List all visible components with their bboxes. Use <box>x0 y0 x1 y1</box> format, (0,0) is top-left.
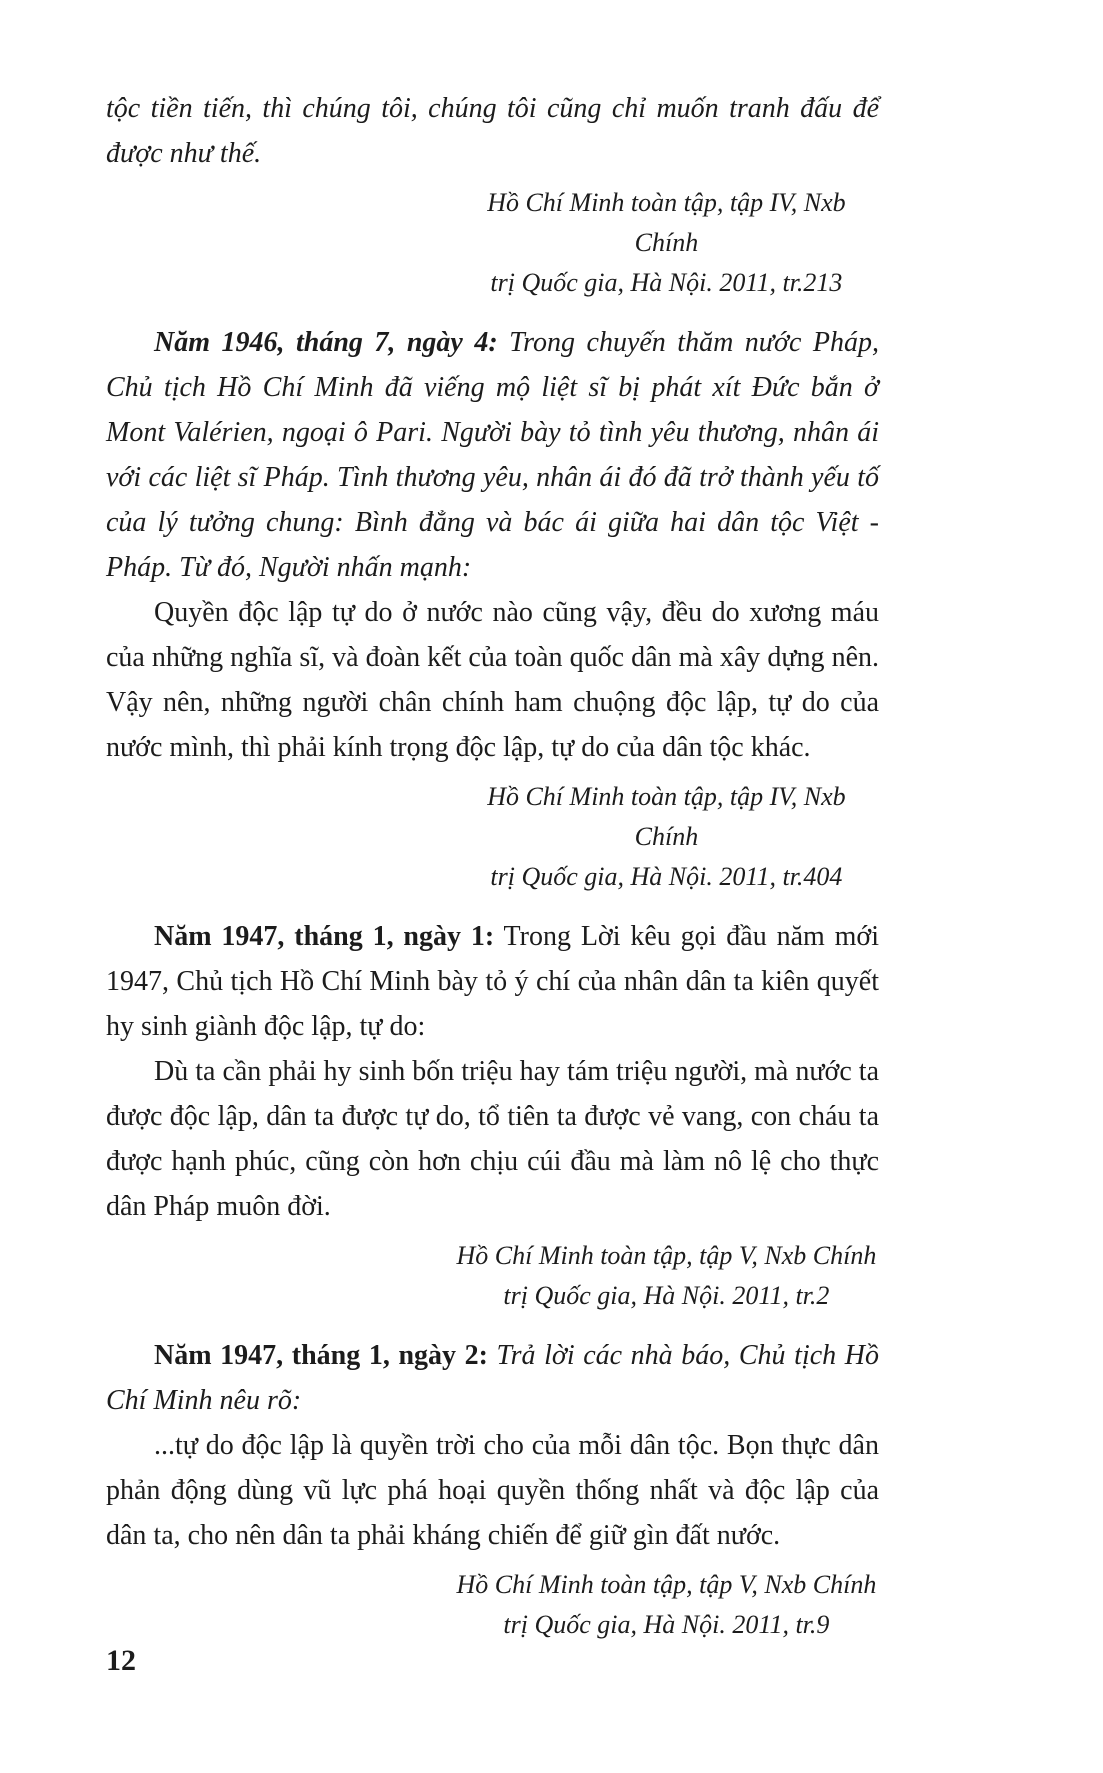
intro-quote-continuation: tộc tiền tiến, thì chúng tôi, chúng tôi cũng chỉ muốn tranh đấu để được như thế. <box>106 93 879 169</box>
citation-line: trị Quốc gia, Hà Nội. 2011, tr.404 <box>490 862 843 891</box>
citation-line: trị Quốc gia, Hà Nội. 2011, tr.9 <box>503 1610 830 1639</box>
entry-date: Năm 1947, tháng 1, ngày 2: <box>154 1340 488 1371</box>
quote-paragraph: ...tự do độc lập là quyền trời cho của mỗi dân tộc. Bọn thực dân phản động dùng vũ lực phá hoại quyền thống nhất và độc lập của dân ta, cho nên dân ta phải kháng chiến để giữ gìn đất nước. <box>106 1430 879 1551</box>
citation <box>454 183 879 303</box>
entry-narrative: Trong chuyến thăm nước Pháp, Chủ tịch Hồ Chí Minh đã viếng mộ liệt sĩ bị phát xít Đức bắn ở Mont Valérien, ngoại ô Pari. Người bày tỏ tình yêu thương, nhân ái với các liệt sĩ Pháp. Tình thương yêu, nhân ái đó đã trở thành yếu tố của lý tưởng chung: Bình đẳng và bác ái giữa hai dân tộc Việt - Pháp. Từ đó, Người nhấn mạnh: <box>106 327 880 583</box>
entry-narrative: Trong Lời kêu gọi đầu năm mới 1947, Chủ tịch Hồ Chí Minh bày tỏ ý chí của nhân dân ta kiên quyết hy sinh giành độc lập, tự do: <box>106 921 879 1042</box>
citation <box>454 1565 879 1645</box>
citation-line: Hồ Chí Minh toàn tập, tập IV, Nxb Chính <box>487 782 846 851</box>
entry-paragraph <box>106 320 879 590</box>
citation-line: trị Quốc gia, Hà Nội. 2011, tr.213 <box>490 268 843 297</box>
citation-line: trị Quốc gia, Hà Nội. 2011, tr.2 <box>503 1281 830 1310</box>
citation-line: Hồ Chí Minh toàn tập, tập IV, Nxb Chính <box>487 188 846 257</box>
quote-paragraph: Dù ta cần phải hy sinh bốn triệu hay tám triệu người, mà nước ta được độc lập, dân ta được tự do, tổ tiên ta được vẻ vang, con cháu ta được hạnh phúc, cũng còn hơn chịu cúi đầu mà làm nô lệ cho thực dân Pháp muôn đời. <box>106 1056 879 1222</box>
citation-line: Hồ Chí Minh toàn tập, tập V, Nxb Chính <box>456 1241 877 1270</box>
page-number: 12 <box>106 1644 136 1677</box>
entry-narrative: Trả lời các nhà báo, Chủ tịch Hồ Chí Minh nêu rõ: <box>106 1340 879 1416</box>
entry-paragraph <box>106 1333 879 1423</box>
citation-line: Hồ Chí Minh toàn tập, tập V, Nxb Chính <box>456 1570 877 1599</box>
entry-date: Năm 1947, tháng 1, ngày 1: <box>154 921 495 952</box>
entry-date: Năm 1946, tháng 7, ngày 4: <box>154 327 498 358</box>
citation <box>454 777 879 897</box>
entry-paragraph <box>106 914 879 1049</box>
citation <box>454 1236 879 1316</box>
quote-paragraph: Quyền độc lập tự do ở nước nào cũng vậy, đều do xương máu của những nghĩa sĩ, và đoàn kết của toàn quốc dân mà xây dựng nên. Vậy nên, những người chân chính ham chuộng độc lập, tự do của nước mình, thì phải kính trọng độc lập, tự do của dân tộc khác. <box>106 597 879 763</box>
